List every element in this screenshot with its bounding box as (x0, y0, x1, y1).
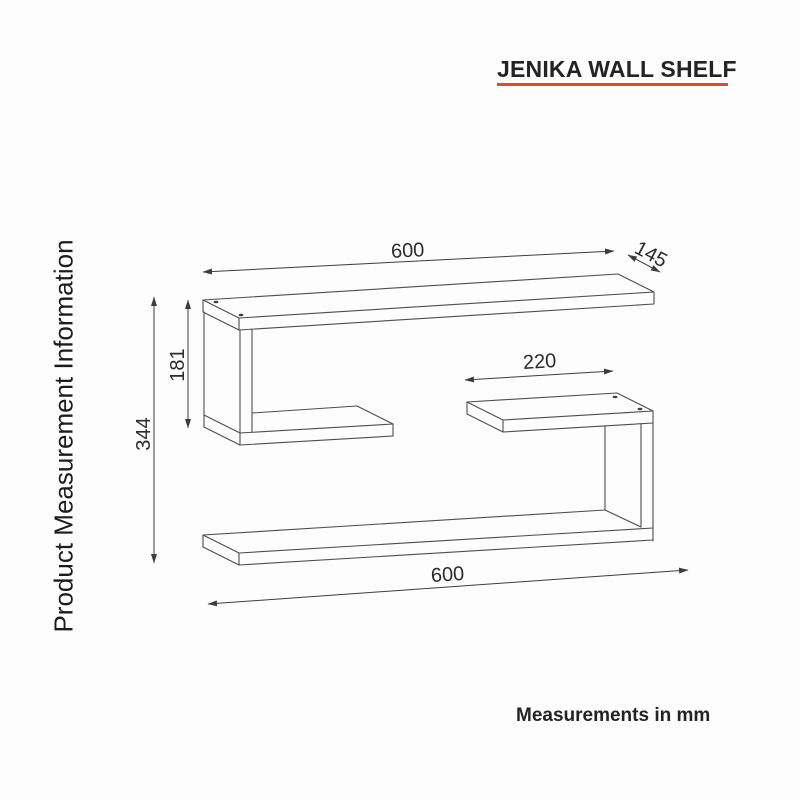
top-shelf-board (203, 274, 654, 330)
dim-upper-height-label: 181 (167, 348, 189, 382)
left-shelf-back-top-edge (252, 406, 357, 413)
right-shelf-top-face (467, 393, 653, 420)
bottom-shelf-front-top-edge (239, 528, 653, 553)
dim-top-width-label: 600 (390, 239, 425, 263)
mounting-hole (214, 301, 219, 303)
mounting-hole (638, 408, 643, 410)
left-shelf-right-depth-edge (357, 406, 393, 424)
dimension-depth (628, 237, 671, 272)
dimension-top-width (203, 239, 614, 272)
dim-total-height-label: 344 (133, 417, 155, 451)
dim-depth-label: 145 (630, 237, 671, 273)
mounting-hole (239, 314, 244, 316)
top-shelf-top-face (203, 274, 654, 318)
left-shelf-front-bottom-edge (240, 436, 393, 445)
dimension-middle-shelf-width (465, 350, 613, 380)
measurements-unit-note: Measurements in mm (516, 705, 711, 726)
right-panel-bottom-edge (605, 510, 641, 527)
page-title: JENIKA WALL SHELF (497, 56, 737, 82)
bottom-shelf-board (203, 510, 653, 565)
left-middle-shelf-board (204, 406, 393, 445)
bottom-shelf-front-bottom-edge (239, 540, 653, 565)
mounting-hole (613, 396, 618, 398)
left-side-panel (204, 312, 252, 445)
bottom-shelf-back-top-edge (203, 510, 605, 535)
sidebar-vertical-label: Product Measurement Information (48, 239, 79, 633)
right-middle-shelf-board (467, 393, 653, 432)
dimension-upper-height (167, 300, 189, 428)
dimension-bottom-width (208, 563, 688, 604)
right-side-panel (605, 411, 653, 541)
left-shelf-front-top-edge (240, 424, 393, 433)
dim-middle-shelf-label: 220 (522, 350, 557, 375)
dimension-total-height (133, 297, 155, 563)
dim-bottom-width-label: 600 (430, 562, 465, 588)
right-shelf-front-bottom-edge (503, 423, 653, 432)
top-shelf-front-bottom-edge (239, 304, 654, 330)
